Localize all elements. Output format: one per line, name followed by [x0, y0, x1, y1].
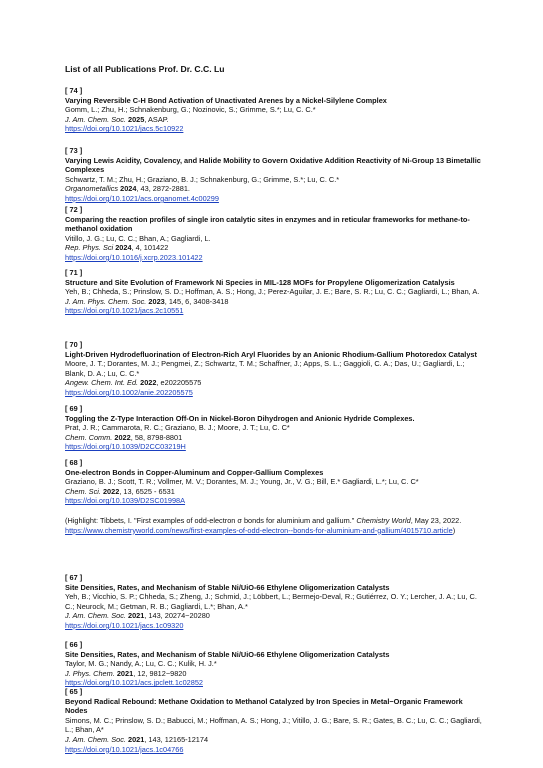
publication-entry: [65, 86, 483, 134]
publication-authors: Yeh, B.; Vicchio, S. P.; Chheda, S.; Zheng, J.; Schmid, J.; Löbbert, L.; Bermejo-Deval, R.; Gutiérrez, O. Y.; Lercher, J. A.; Lu, C. C.; Neurock, M.; Getman, R. B.; Gagliardi, L.*; Bhan, A.*: [65, 592, 477, 611]
publication-authors: Moore, J. T.; Dorantes, M. J.; Pengmei, Z.; Schwartz, T. M.; Schaffner, J.; Apps, S. L.; Gaggioli, C. A.; Das, U.; Gagliardi, L.; Blank, D. A.; Lu, C. C.*: [65, 359, 465, 378]
publication-journal-line: [65, 669, 483, 679]
publication-entry: [65, 640, 483, 688]
publication-title: Beyond Radical Rebound: Methane Oxidation to Methanol Catalyzed by Iron Species in Metal−Organic Framework Nodes: [65, 696, 463, 716]
publication-entry: [65, 146, 483, 204]
doi-link[interactable]: https://doi.org/10.1021/acs.organomet.4c00299: [65, 193, 219, 203]
publication-title: Light-Driven Hydrodefluorination of Electron-Rich Aryl Fluorides by an Anionic Rhodium-Gallium Photoredox Catalyst: [65, 349, 477, 359]
publication-journal-line: [65, 487, 483, 497]
journal-name: J. Am. Chem. Soc.: [65, 611, 126, 621]
publication-authors: Simons, M. C.; Prinslow, S. D.; Babucci, M.; Hoffman, A. S.; Hong, J.; Vitillo, J. G.; Bare, S. R.; Gates, B. C.; Lu, C. C.; Gagliardi, L.; Bhan, A*: [65, 715, 482, 735]
publication-volume-pages: , e202205575: [156, 378, 202, 388]
doi-link[interactable]: https://doi.org/10.1039/D2CC03219H: [65, 442, 186, 452]
publication-entry: [65, 458, 483, 535]
journal-name: J. Phys. Chem.: [65, 668, 115, 678]
publication-authors: Vitillo, J. G.; Lu, C. C.; Bhan, A.; Gagliardi, L.: [65, 233, 211, 243]
publication-year: 2022: [140, 378, 157, 388]
doi-link[interactable]: https://doi.org/10.1021/jacs.1c04766: [65, 744, 184, 754]
publication-volume-pages: , 4, 101422: [131, 243, 169, 253]
publication-authors: Graziano, B. J.; Scott, T. R.; Vollmer, M. V.; Dorantes, M. J.; Young, Jr., V. G.; Bill, E.* Gagliardi, L.*; Lu, C. C*: [65, 477, 419, 487]
publication-year: 2025: [128, 114, 145, 124]
journal-name: J. Am. Chem. Soc.: [65, 114, 126, 124]
highlight-link[interactable]: https://www.chemistryworld.com/news/first-examples-of-odd-electron--bonds-for-aluminium-and-gallium/4015710.article: [65, 525, 453, 535]
publication-number: [ 69 ]: [65, 404, 83, 413]
publication-number: [ 71 ]: [65, 268, 83, 277]
publication-title: Varying Reversible C-H Bond Activation of Unactivated Arenes by a Nickel-Silylene Complex: [65, 95, 387, 105]
publication-volume-pages: , 143, 12165-12174: [144, 734, 209, 744]
publication-authors: Schwartz, T. M.; Zhu, H.; Graziano, B. J.; Schnakenburg, G.; Grimme, S.*; Lu, C. C.*: [65, 174, 340, 184]
highlight-prefix: (Highlight: Tibbets, I. "First examples of odd-electron σ bonds for aluminium and gallium.": [65, 515, 355, 525]
publication-year: 2023: [148, 296, 165, 306]
publication-journal-line: [65, 184, 483, 194]
publication-journal-line: [65, 243, 483, 253]
doi-link[interactable]: https://doi.org/10.1021/jacs.2c10551: [65, 306, 184, 316]
publication-number: [ 72 ]: [65, 205, 83, 214]
publication-doi: [65, 442, 483, 452]
publication-title: Structure and Site Evolution of Framework Ni Species in MIL-128 MOFs for Propylene Oligomerization Catalysis: [65, 277, 455, 287]
publication-journal-line: [65, 735, 483, 745]
publication-number: [ 65 ]: [65, 687, 83, 696]
publication-authors: Taylor, M. G.; Nandy, A.; Lu, C. C.; Kulik, H. J.*: [65, 659, 217, 669]
publication-volume-pages: , 43, 2872-2881.: [136, 184, 190, 194]
publication-volume-pages: , ASAP.: [144, 114, 169, 124]
highlight-note: [65, 516, 483, 535]
publication-entry: [65, 687, 483, 754]
publication-authors: Prat, J. R.; Cammarota, R. C.; Graziano, B. J.; Moore, J. T.; Lu, C. C*: [65, 423, 290, 433]
publication-year: 2022: [114, 432, 131, 442]
publication-title: One-electron Bonds in Copper-Aluminum and Copper-Gallium Complexes: [65, 467, 324, 477]
publication-year: 2021: [128, 611, 145, 621]
publication-volume-pages: , 13, 6525 - 6531: [119, 486, 175, 496]
journal-name: Chem. Sci.: [65, 486, 101, 496]
publication-doi: [65, 621, 483, 631]
publication-year: 2024: [120, 184, 137, 194]
publication-number: [ 74 ]: [65, 86, 83, 95]
doi-link[interactable]: https://doi.org/10.1021/acs.jpclett.1c02852: [65, 678, 203, 688]
publication-title: Comparing the reaction profiles of single iron catalytic sites in enzymes and in reticular frameworks for methane-to-methanol oxidation: [65, 214, 470, 234]
publication-authors: Gomm, L.; Zhu, H.; Schnakenburg, G.; Nozinovic, S.; Grimme, S.*; Lu, C. C.*: [65, 105, 316, 115]
publication-journal-line: [65, 611, 483, 621]
publication-entry: [65, 268, 483, 316]
journal-name: J. Am. Chem. Soc.: [65, 734, 126, 744]
publication-volume-pages: , 12, 9812−9820: [133, 668, 187, 678]
publication-journal-line: [65, 433, 483, 443]
publication-doi: [65, 388, 483, 398]
publication-entry: [65, 340, 483, 398]
doi-link[interactable]: https://doi.org/10.1021/jacs.5c10922: [65, 124, 184, 134]
doi-link[interactable]: https://doi.org/10.1016/j.xcrp.2023.101422: [65, 252, 203, 262]
publication-journal-line: [65, 115, 483, 125]
journal-name: Organometallics: [65, 184, 119, 194]
publication-number: [ 70 ]: [65, 340, 83, 349]
publication-year: 2021: [116, 668, 134, 678]
highlight-suffix: ): [452, 525, 456, 535]
journal-name: J. Am. Phys. Chem. Soc.: [65, 296, 147, 306]
publication-year: 2024: [115, 243, 132, 253]
publication-journal-line: [65, 297, 483, 307]
publication-number: [ 66 ]: [65, 640, 83, 649]
highlight-source: Chemistry World: [356, 515, 411, 525]
doi-link[interactable]: https://doi.org/10.1039/D2SC01998A: [65, 496, 186, 506]
publication-doi: [65, 745, 483, 755]
publication-entry: [65, 573, 483, 631]
publication-volume-pages: , 143, 20274−20280: [144, 611, 210, 621]
publication-year: 2022: [102, 486, 120, 496]
doi-link[interactable]: https://doi.org/10.1002/anie.202205575: [65, 387, 193, 397]
publication-doi: [65, 496, 483, 506]
publication-title: Toggling the Z-Type Interaction Off-On in Nickel-Boron Dihydrogen and Anionic Hydride Complexes.: [65, 413, 415, 423]
doi-link[interactable]: https://doi.org/10.1021/jacs.1c09320: [65, 620, 184, 630]
publication-year: 2021: [128, 734, 145, 744]
publication-entry: [65, 404, 483, 452]
journal-name: Chem. Comm.: [65, 432, 113, 442]
publication-title: Varying Lewis Acidity, Covalency, and Halide Mobility to Govern Oxidative Addition Reactivity of Ni-Group 13 Bimetallic Complexes: [65, 155, 481, 175]
publication-doi: [65, 253, 483, 263]
page-title: List of all Publications Prof. Dr. C.C. Lu: [65, 64, 225, 74]
publication-volume-pages: , 58, 8798-8801: [130, 432, 183, 442]
journal-name: Angew. Chem. Int. Ed.: [65, 378, 139, 388]
publication-doi: [65, 124, 483, 134]
publication-volume-pages: , 145, 6, 3408-3418: [164, 296, 229, 306]
publication-entry: [65, 205, 483, 263]
publication-authors: Yeh, B.; Chheda, S.; Prinslow, S. D.; Hoffman, A. S.; Hong, J.; Perez-Aguilar, J. E.; Bare, S. R.; Lu, C. C.; Gagliardi, L.; Bhan, A.: [65, 287, 480, 297]
publication-doi: [65, 194, 483, 204]
publication-doi: [65, 306, 483, 316]
publication-title: Site Densities, Rates, and Mechanism of Stable Ni/UiO-66 Ethylene Oligomerization Catalysts: [65, 649, 390, 659]
publication-number: [ 67 ]: [65, 573, 83, 582]
publication-number: [ 68 ]: [65, 458, 83, 467]
publication-title: Site Densities, Rates, and Mechanism of Stable Ni/UiO-66 Ethylene Oligomerization Catalysts: [65, 582, 390, 592]
publication-journal-line: [65, 378, 483, 388]
journal-name: Rep. Phys. Sci: [65, 243, 114, 253]
publication-number: [ 73 ]: [65, 146, 83, 155]
highlight-date: , May 23, 2022.: [410, 515, 462, 525]
